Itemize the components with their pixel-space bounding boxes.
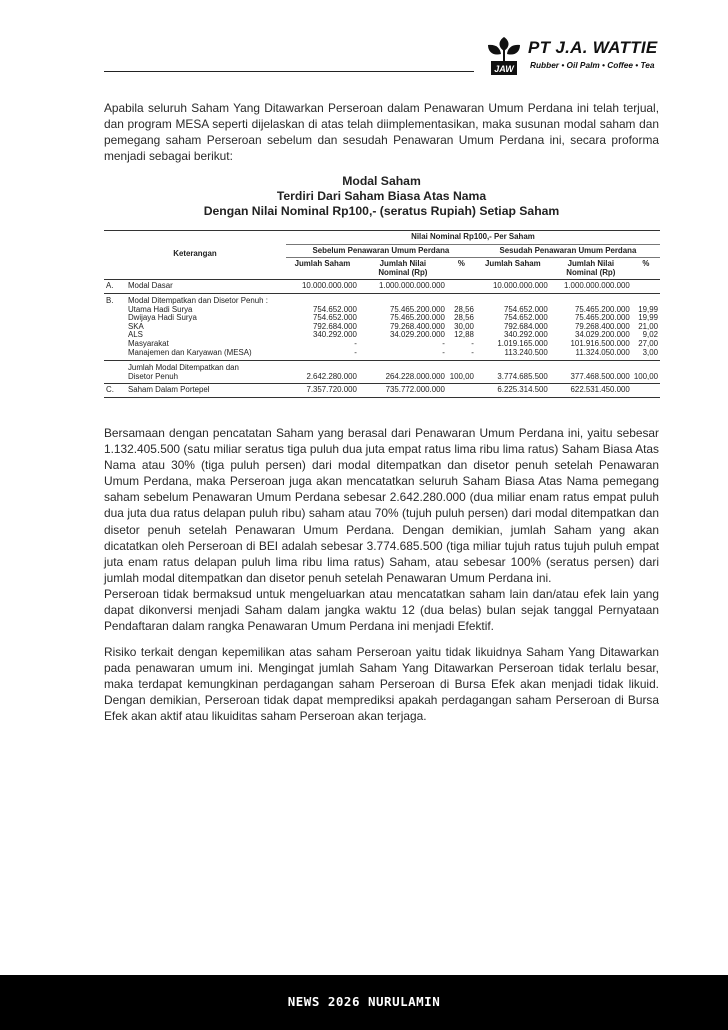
- cell-av: 101.916.500.000: [570, 338, 630, 348]
- footer-bar: [0, 975, 728, 1030]
- cell-bp: 28,56: [454, 304, 474, 314]
- cell-name: Masyarakat: [127, 338, 169, 348]
- table-header-row-1: [104, 231, 660, 245]
- header-nominal: Nilai Nominal Rp100,- Per Saham: [286, 231, 660, 245]
- cell-as: 1.019.165.000: [497, 338, 548, 348]
- cell-ap: 21,00: [638, 321, 658, 331]
- table-row: [104, 349, 660, 358]
- cell-ap: 19,99: [638, 304, 658, 314]
- cell-as: 754.652.000: [503, 304, 548, 314]
- cell-ap: 9,02: [642, 330, 658, 340]
- cell-bp: 12,88: [454, 330, 474, 340]
- cell-bp: -: [471, 347, 474, 357]
- row-portepel: C. Saham Dalam Portepel 7.357.720.000 735.772.000.000 6.225.314.500 622.531.450.000: [104, 384, 660, 398]
- cell-bs: 754.652.000: [313, 304, 357, 314]
- row-section-b: B. Modal Ditempatkan dan Disetor Penuh :: [106, 295, 268, 305]
- cell-empty: [104, 314, 126, 323]
- cell-bp: 30,00: [454, 321, 474, 331]
- company-tagline: Rubber • Oil Palm • Coffee • Tea: [530, 60, 655, 70]
- cell-empty: [104, 340, 126, 349]
- cell-bv: 79.268.400.000: [390, 321, 445, 331]
- cell-empty: [104, 306, 126, 315]
- cell-av: 11.324.050.000: [575, 347, 630, 357]
- cell-as: 113.240.500: [504, 347, 548, 357]
- leaf-logo-icon: [484, 35, 524, 77]
- cell-av: 34.029.200.000: [574, 330, 630, 340]
- cell-empty: [104, 323, 126, 332]
- header-after: Sesudah Penawaran Umum Perdana: [476, 244, 660, 258]
- table-title: Modal Saham: [342, 174, 421, 188]
- col-header: Jumlah Nilai Nominal (Rp): [566, 259, 616, 277]
- company-logo: [484, 35, 664, 79]
- cell-bv: 34.029.200.000: [390, 330, 445, 340]
- table-subtitle: Terdiri Dari Saham Biasa Atas Nama: [276, 189, 487, 203]
- row-total-label: Jumlah Modal Ditempatkan dan: [104, 361, 660, 373]
- cell-bv: -: [442, 347, 445, 357]
- intro-paragraph: Apabila seluruh Saham Yang Ditawarkan Perseroan dalam Penawaran Umum Perdana ini telah terjual, dan program MESA seperti dijelaskan di atas telah diimplementasikan, maka susunan modal saham dan pemegang saham Perseroan sebelum dan sesudah Penawaran Umum Perdana ini, secara proforma menjadi sebagai berikut:: [104, 101, 659, 164]
- cell-as: 340.292.000: [503, 330, 548, 340]
- cell-bs: 340.292.000: [313, 330, 357, 340]
- cell-name: Utama Hadi Surya: [127, 304, 193, 314]
- col-header: %: [457, 259, 465, 269]
- cell-av: 75.465.200.000: [574, 313, 630, 323]
- cell-bs: -: [354, 338, 357, 348]
- cell-as: 792.684.000: [503, 321, 548, 331]
- col-header: Jumlah Nilai Nominal (Rp): [378, 259, 428, 277]
- cell-bs: -: [354, 347, 357, 357]
- cell-bs: 754.652.000: [313, 313, 357, 323]
- no-issuance-paragraph: Perseroan tidak bermaksud untuk mengeluarkan atau mencatatkan saham lain dan/atau efek lain yang dapat dikonversi menjadi Saham dalam jangka waktu 12 (dua belas) bulan sejak tanggal Pernyataan Pendaftaran dalam rangka Penawaran Umum Perdana ini menjadi Efektif.: [104, 587, 659, 634]
- table-subtitle-2: Dengan Nilai Nominal Rp100,- (seratus Rupiah) Setiap Saham: [203, 204, 560, 218]
- listing-paragraph: Bersamaan dengan pencatatan Saham yang berasal dari Penawaran Umum Perdana ini, yaitu sebesar 1.132.405.500 (satu miliar seratus tiga puluh dua juta empat ratus lima ribu lima ratus) Saham Biasa Atas Nama atau 30% (tiga puluh persen) dari modal ditempatkan dan disetor penuh setelah Penawaran Umum Perdana, maka Perseroan juga akan mencatatkan seluruh Saham Biasa Atas Nama pemegang saham sebelum Penawaran Umum Perdana sebesar 2.642.280.000 (dua miliar enam ratus empat puluh dua juta dua ratus delapan puluh ribu) saham atau 70% (tujuh puluh persen) dari modal ditempatkan dan disetor penuh setelah Penawaran Umum Perdana. Dengan demikian, jumlah Saham yang akan dicatatkan oleh Perseroan di BEI adalah sebesar 3.774.685.500 (tiga miliar tujuh ratus tujuh puluh empat juta enam ratus delapan puluh lima ribu lima ratus) Saham, atau sebesar 100% (seratus persen) dari jumlah modal ditempatkan dan disetor penuh setelah Penawaran Umum Perdana ini.: [104, 426, 659, 585]
- cell-ap: 27,00: [638, 338, 658, 348]
- cell-av: 75.465.200.000: [574, 304, 630, 314]
- header-divider: [104, 71, 474, 72]
- header-keterangan: Keterangan: [173, 248, 217, 258]
- row-modal-dasar: A. Modal Dasar 10.000.000.000 1.000.000.000.000 10.000.000.000 1.000.000.000.000: [104, 280, 660, 294]
- cell-name: Manajemen dan Karyawan (MESA): [127, 347, 252, 357]
- cell-name: ALS: [127, 330, 143, 340]
- svg-text:JAW: JAW: [494, 64, 514, 74]
- cell-bp: 28,56: [454, 313, 474, 323]
- col-header: %: [642, 259, 650, 269]
- cell-bv: -: [442, 338, 445, 348]
- risk-paragraph: Risiko terkait dengan kepemilikan atas saham Perseroan yaitu tidak likuidnya Saham Yang Ditawarkan pada penawaran umum ini. Mengingat jumlah Saham Yang Ditawarkan Perseroan tidak terlalu besar, maka terdapat kemungkinan perdagangan saham Perseroan di Bursa Efek akan menjadi tidak likuid. Dengan demikian, Perseroan tidak dapat memprediksi apakah perdagangan saham Perseroan di Bursa Efek akan aktif atau likuiditas saham Perseroan akan terjaga.: [104, 645, 659, 724]
- cell-name: SKA: [127, 321, 144, 331]
- cell-ap: 3,00: [642, 347, 658, 357]
- footer-text: NEWS 2026 NURULAMIN: [287, 994, 441, 1009]
- cell-bs: 792.684.000: [313, 321, 357, 331]
- row-total: Disetor Penuh 2.642.280.000 264.228.000.000 100,00 3.774.685.500 377.468.500.000 100,00: [104, 373, 660, 384]
- cell-empty: [104, 349, 126, 358]
- cell-empty: [104, 331, 126, 340]
- cell-name: Dwijaya Hadi Surya: [127, 313, 197, 323]
- cell-bv: 75.465.200.000: [390, 304, 445, 314]
- cell-bv: 75.465.200.000: [390, 313, 445, 323]
- col-header: Jumlah Saham: [484, 259, 541, 269]
- cell-ap: 19,99: [638, 313, 658, 323]
- company-name: PT J.A. WATTIE: [528, 38, 658, 57]
- cell-av: 79.268.400.000: [574, 321, 630, 331]
- cell-bp: -: [471, 338, 474, 348]
- header-before: Sebelum Penawaran Umum Perdana: [286, 244, 476, 258]
- share-capital-table: [104, 230, 660, 398]
- cell-as: 754.652.000: [503, 313, 548, 323]
- col-header: Jumlah Saham: [294, 259, 351, 269]
